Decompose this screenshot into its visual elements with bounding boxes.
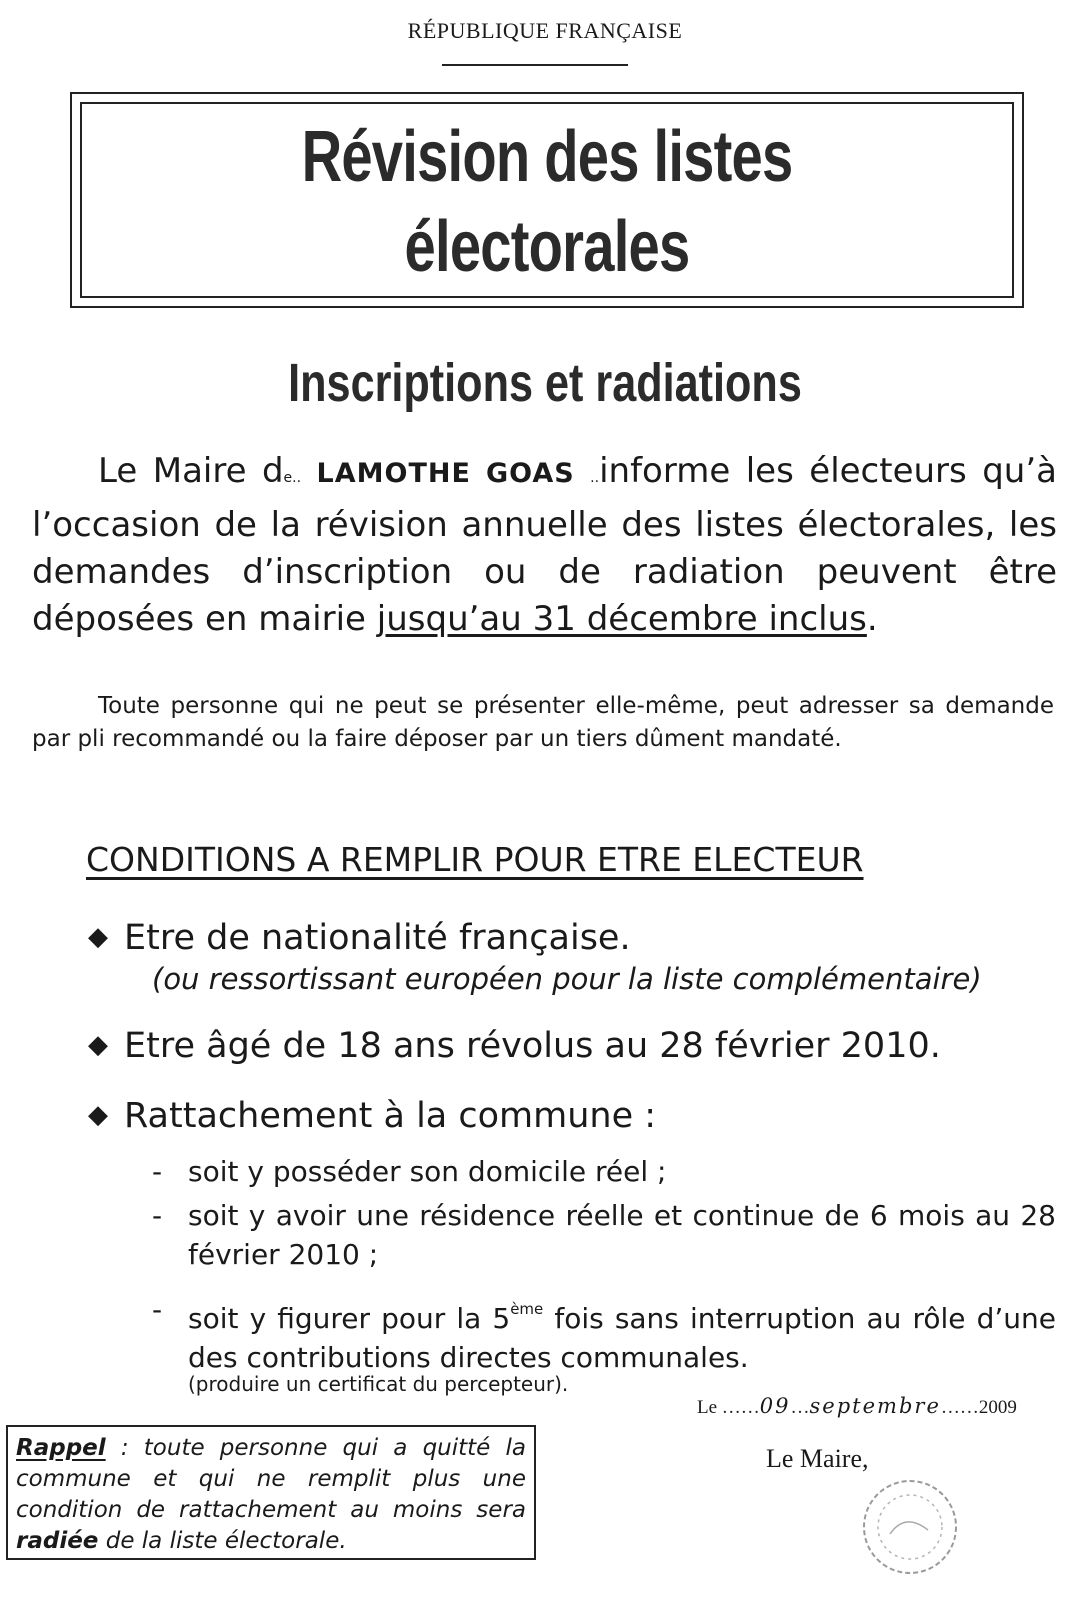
- sub-condition-tax-sup: ème: [510, 1300, 544, 1318]
- intro-filler-2: ..: [590, 470, 600, 486]
- sub-condition-tax-pre: soit y figurer pour la 5: [188, 1302, 511, 1335]
- condition-attachment: [88, 1096, 656, 1136]
- date-prefix: Le: [697, 1397, 718, 1418]
- date-month: septembre: [809, 1394, 941, 1418]
- header-divider: [442, 64, 628, 66]
- dash-bullet: -: [152, 1293, 163, 1326]
- condition-attachment-text: Rattachement à la commune :: [124, 1096, 657, 1136]
- title-line-2: électorales: [404, 207, 690, 287]
- rappel-label: Rappel: [16, 1435, 106, 1461]
- commune-name: LAMOTHE GOAS: [316, 458, 575, 489]
- date-year: 2009: [978, 1397, 1017, 1418]
- sub-condition-tax-post: fois sans interruption au rôle d’une des contributions directes communales.: [188, 1302, 1056, 1374]
- country-header: RÉPUBLIQUE FRANÇAISE: [407, 18, 683, 43]
- condition-age-text: Etre âgé de 18 ans révolus au 28 février 2010.: [124, 1026, 941, 1066]
- diamond-bullet-icon: ◆: [88, 1100, 108, 1130]
- sub-condition-tax: [152, 1290, 1057, 1377]
- diamond-bullet-icon: ◆: [88, 1030, 108, 1060]
- rappel-text-2: de la liste électorale.: [98, 1528, 347, 1554]
- rappel-box: [6, 1425, 536, 1560]
- diamond-bullet-icon: ◆: [88, 922, 108, 952]
- condition-nationality: [88, 918, 631, 958]
- sub-condition-residence-text: soit y avoir une résidence réelle et continue de 6 mois au 28 février 2010 ;: [188, 1199, 1056, 1271]
- title-line-1: Révision des listes: [301, 117, 793, 197]
- intro-text: informe les électeurs qu’à l’occasion de la révision annuelle des listes électorales, les demandes d’inscription ou de radiation peuvent être déposées en mairie: [32, 451, 1057, 639]
- official-stamp-icon: [850, 1472, 960, 1582]
- intro-end: .: [866, 599, 878, 639]
- mayor-signature-title: Le Maire,: [766, 1444, 869, 1473]
- date-day: 09: [759, 1394, 791, 1418]
- condition-nationality-text: Etre de nationalité française.: [124, 918, 631, 958]
- date-dots-2: …: [790, 1397, 810, 1418]
- intro-filler-1: e..: [283, 470, 302, 486]
- rappel-bold: radiée: [16, 1528, 99, 1554]
- conditions-heading: CONDITIONS A REMPLIR POUR ETRE ELECTEUR: [86, 840, 864, 879]
- dash-bullet: -: [152, 1155, 163, 1188]
- deadline-text: jusqu’au 31 décembre inclus: [376, 599, 867, 639]
- sub-condition-domicile: [152, 1152, 1057, 1191]
- subtitle: Inscriptions et radiations: [288, 353, 802, 413]
- sub-condition-tax-text: [188, 1290, 1056, 1377]
- condition-age: [88, 1026, 941, 1066]
- signature-date: [697, 1394, 1017, 1419]
- date-dots-1: ……: [721, 1397, 760, 1418]
- certificate-note: (produire un certificat du percepteur).: [188, 1372, 569, 1396]
- rappel-text-1: : toute personne qui a quitté la commune et qui ne remplit plus une condition de rattachement au moins sera: [16, 1435, 526, 1523]
- intro-prefix: Le Maire d: [98, 451, 284, 491]
- dash-bullet: -: [152, 1199, 163, 1232]
- proxy-note: Toute personne qui ne peut se présenter elle-même, peut adresser sa demande par pli recommandé ou la faire déposer par un tiers dûment mandaté.: [32, 693, 1054, 752]
- sub-condition-domicile-text: soit y posséder son domicile réel ;: [188, 1155, 667, 1188]
- intro-paragraph: [32, 448, 1057, 643]
- date-dots-3: ……: [940, 1397, 979, 1418]
- condition-nationality-note: (ou ressortissant européen pour la liste complémentaire): [152, 962, 982, 996]
- sub-condition-residence: [152, 1196, 1057, 1274]
